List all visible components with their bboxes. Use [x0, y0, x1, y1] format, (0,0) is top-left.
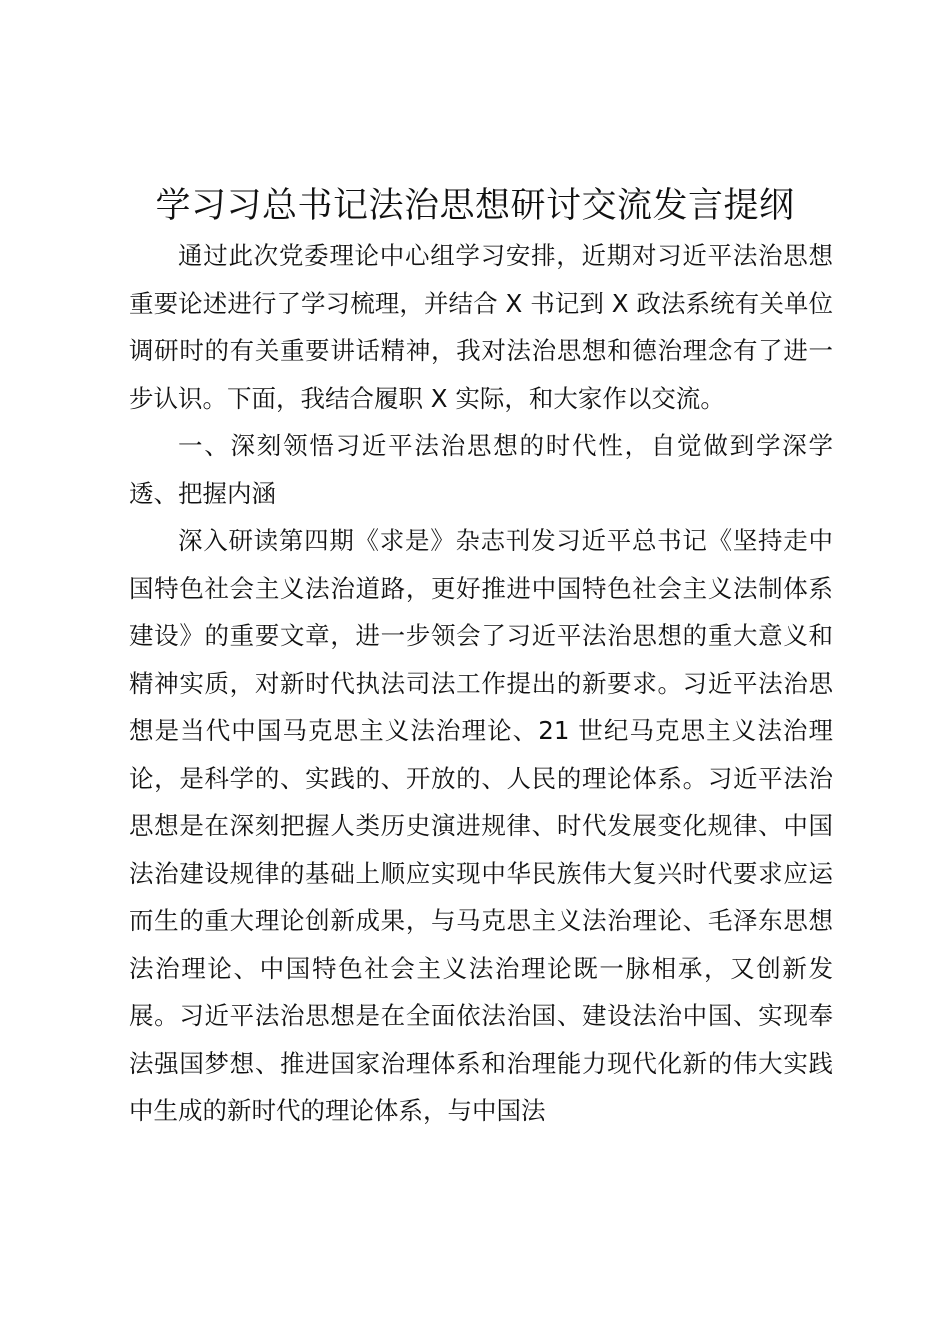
- section-heading-1: 一、深刻领悟习近平法治思想的时代性，自觉做到学深学透、把握内涵: [129, 431, 833, 508]
- body-paragraph: 深入研读第四期《求是》杂志刊发习近平总书记《坚持走中国特色社会主义法治道路，更好推进中国特色社会主义法制体系建设》的重要文章，进一步领会了习近平法治思想的重大意义和精神实质，对新时代执法司法工作提出的新要求。习近平法治思想是当代中国马克思主义法治理论、21 世纪马克思主义法治理论，是科学的、实践的、开放的、人民的理论体系。习近平法治思想是在深刻把握人类历史演进规律、时代发展变化规律、中国法治建设规律的基础上顺应实现中华民族伟大复兴时代要求应运而生的重大理论创新成果，与马克思主义法治理论、毛泽东思想法治理论、中国特色社会主义法治理论既一脉相承，又创新发展。习近平法治思想是在全面依法治国、建设法治中国、实现奉法强国梦想、推进国家治理体系和治理能力现代化新的伟大实践中生成的新时代的理论体系，与中国法: [129, 526, 833, 1125]
- document-body: [129, 232, 833, 1135]
- intro-paragraph: 通过此次党委理论中心组学习安排，近期对习近平法治思想重要论述进行了学习梳理，并结合 X 书记到 X 政法系统有关单位调研时的有关重要讲话精神，我对法治思想和德治理念有了进一步认识。下面，我结合履职 X 实际，和大家作以交流。: [129, 241, 833, 413]
- document-title: 学习习总书记法治思想研讨交流发言提纲: [155, 186, 795, 226]
